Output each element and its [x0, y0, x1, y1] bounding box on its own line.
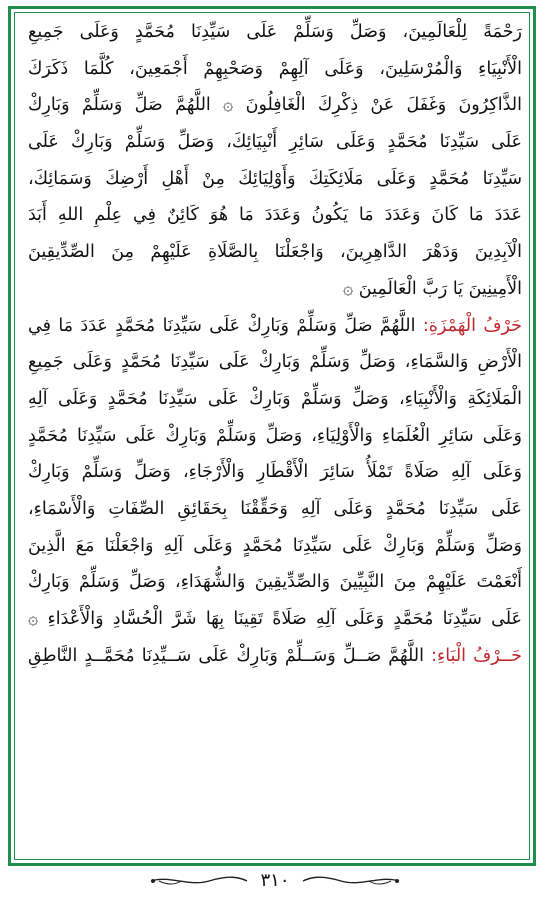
- text-line: وَصَلِّ وَسَلِّمْ وَبَارِكْ عَلَى سَيِّدِنَا مُحَمَّدٍ وَعَلَى آلِهِ وَاجْعَلْنَا مَعَ الَّذِينَ: [28, 535, 522, 556]
- text-line: أَنْعَمْتَ عَلَيْهِمْ مِنَ النَّبِيِّينَ وَالصِّدِّيقِينَ وَالشُّهَدَاءِ، وَصَلِّ وَسَلِّمْ وَبَارِكْ: [28, 572, 522, 593]
- text-line: [28, 308, 522, 345]
- text-line: [28, 638, 522, 675]
- section-heading-baa: حَــرْفُ الْبَاءِ:: [431, 645, 522, 666]
- text-line: سَيِّدِنَا مُحَمَّدٍ وَعَلَى مَلَائِكَتِكَ وَأَوْلِيَائِكَ مِنْ أَهْلِ أَرْضِكَ وَسَمَائِكَ،: [28, 168, 522, 189]
- text-line: عَلَى سَيِّدِنَا مُحَمَّدٍ وَعَلَى سَائِرِ أَنْبِيَائِكَ، وَصَلِّ وَسَلِّمْ وَبَارِكْ عَلَى: [28, 132, 522, 153]
- body-text: [28, 14, 522, 674]
- text-span: اللَّهُمَّ صَلِّ وَسَلِّمْ وَبَارِكْ عَلَى سَيِّدِنَا مُحَمَّدٍ عَدَدَ مَا فِي: [28, 315, 416, 336]
- text-line: الْأَنْبِيَاءِ وَالْمُرْسَلِينَ، وَعَلَى آلِهِمْ وَصَحْبِهِمْ أَجْمَعِينَ، كُلَّمَا ذَكَرَكَ: [28, 58, 522, 79]
- text-line: الْأَرْضِ وَالسَّمَاءِ، وَصَلِّ وَسَلِّمْ وَبَارِكْ عَلَى سَيِّدِنَا مُحَمَّدٍ وَعَلَى جَمِيعِ: [28, 352, 522, 373]
- text-line: وَعَلَى سَائِرِ الْعُلَمَاءِ وَالْأَوْلِيَاءِ، وَصَلِّ وَسَلِّمْ وَبَارِكْ عَلَى سَيِّدِنَا مُحَمَّدٍ: [28, 425, 522, 446]
- section-heading-hamza: حَرْفُ الْهَمْزَةِ:: [422, 315, 522, 336]
- text-line: رَحْمَةً لِلْعَالَمِينَ، وَصَلِّ وَسَلِّمْ عَلَى سَيِّدِنَا مُحَمَّدٍ وَعَلَى جَمِيعِ: [28, 22, 522, 42]
- page-number: ٣١٠: [260, 870, 290, 891]
- flourish-left-icon: [149, 874, 249, 888]
- flourish-right-icon: [301, 874, 401, 888]
- text-line: الذَّاكِرُونَ وَغَفَلَ عَنْ ذِكْرِكَ الْغَافِلُونَ ۞ اللَّهُمَّ صَلِّ وَسَلِّمْ وَبَارِكْ: [28, 95, 522, 116]
- text-line: الْآبِدِينَ وَدَهْرَ الدَّاهِرِينَ، وَاجْعَلْنَا بِالصَّلَاةِ عَلَيْهِمْ مِنَ الصِّدِّيقِينَ: [28, 242, 522, 263]
- text-line: عَدَدَ مَا كَانَ وَعَدَدَ مَا يَكُونُ وَعَدَدَ مَا هُوَ كَائِنٌ فِي عِلْمِ اللهِ أَبَدَ: [28, 205, 522, 226]
- text-line: عَلَى سَيِّدِنَا مُحَمَّدٍ وَعَلَى آلِهِ وَحَقِّقْنَا بِحَقَائِقِ الصِّفَاتِ وَالْأَسْمَاءِ،: [28, 498, 522, 519]
- page-footer: [0, 870, 550, 896]
- text-span: اللَّهُمَّ صَــلِّ وَسَــلِّمْ وَبَارِكْ عَلَى سَــيِّدِنَا مُحَمَّــدٍ النَّاطِقِ: [28, 645, 424, 666]
- text-line: الْمَلَائِكَةِ وَالْأَنْبِيَاءِ، وَصَلِّ وَسَلِّمْ وَبَارِكْ عَلَى سَيِّدِنَا مُحَمَّدٍ وَعَلَى آلِهِ: [28, 388, 522, 409]
- text-line: عَلَى سَيِّدِنَا مُحَمَّدٍ وَعَلَى آلِهِ صَلَاةً تَقِينَا بِهَا شَرَّ الْحُسَّادِ وَالْأَعْدَاءِ ۞: [28, 609, 522, 629]
- text-line: الْأَمِينِينَ يَا رَبَّ الْعَالَمِينَ ۞: [342, 278, 522, 299]
- text-line: وَعَلَى آلِهِ صَلَاةً تَمْلَأُ سَائِرَ الْأَقْطَارِ وَالْأَرْجَاءِ، وَصَلِّ وَسَلِّمْ وَبَارِكْ: [28, 462, 522, 483]
